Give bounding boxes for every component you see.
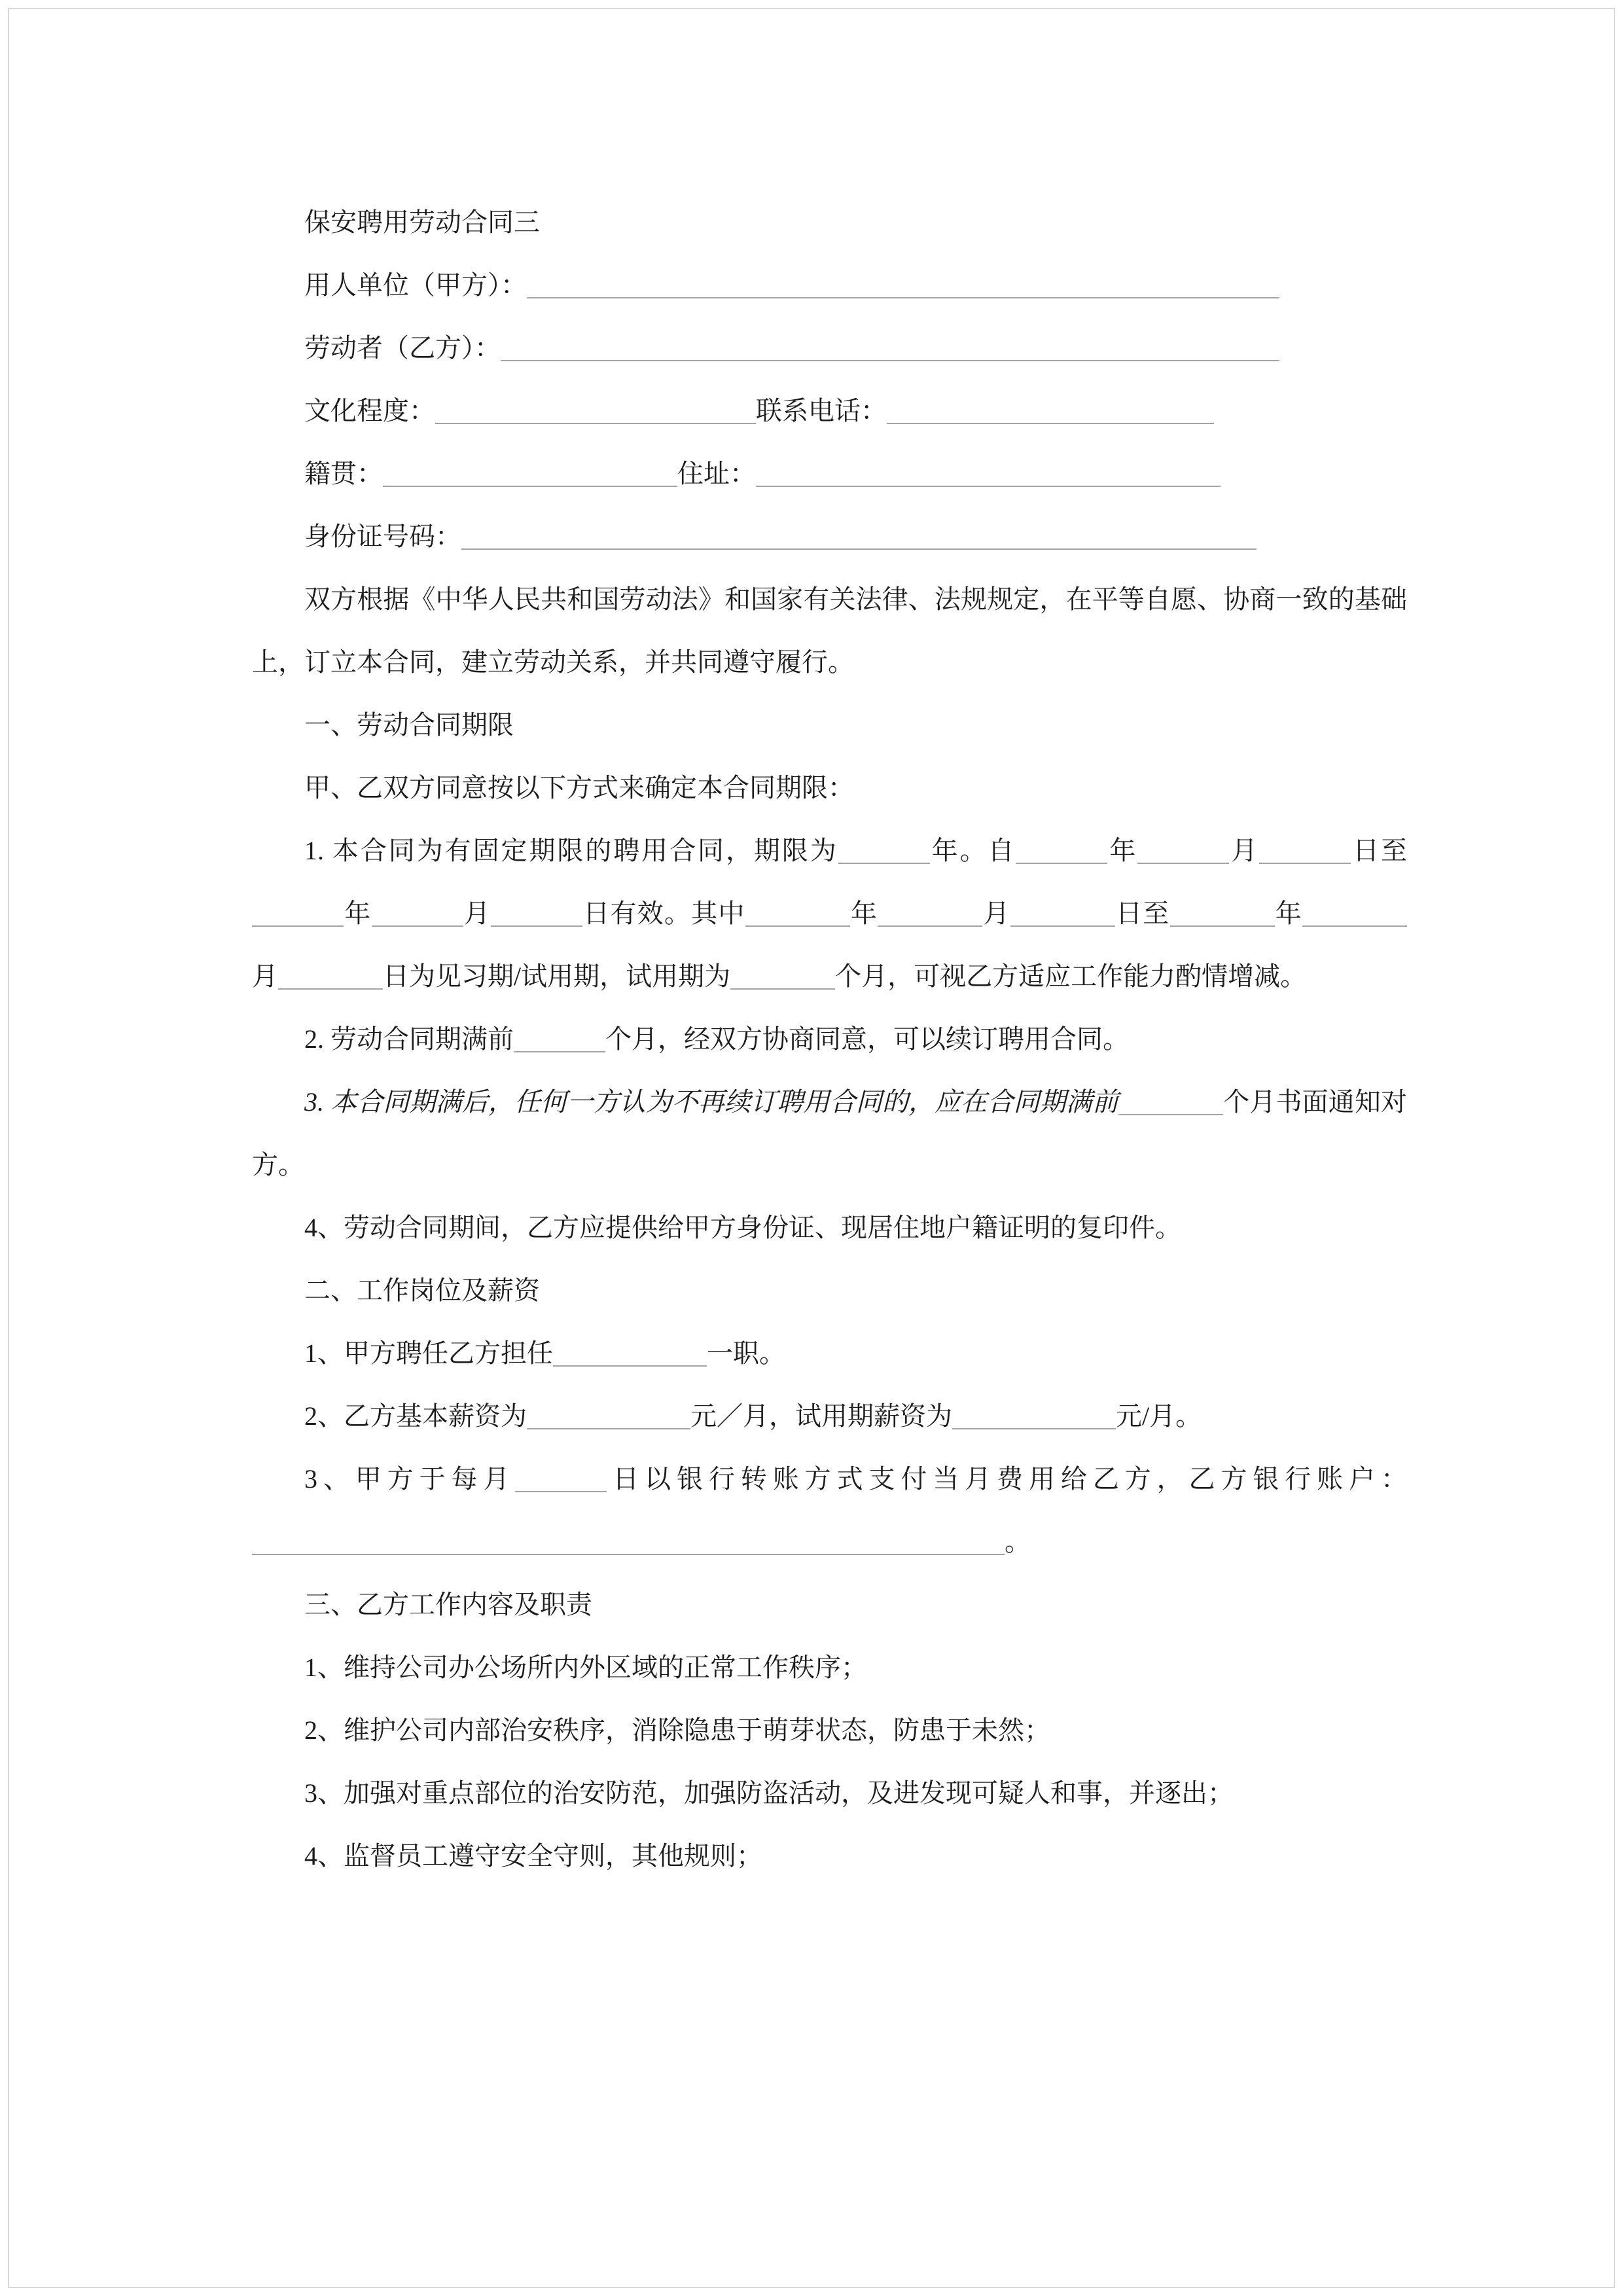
text-run: 元／月，试用期薪资为 — [690, 1401, 952, 1431]
blank-field — [514, 1026, 605, 1052]
clause-3-3 — [252, 1762, 1407, 1825]
clause-2-2 — [252, 1385, 1407, 1448]
text-run: 1、甲方聘任乙方担任 — [304, 1338, 553, 1368]
text-run: 年 — [344, 899, 372, 928]
blank-field — [1170, 901, 1275, 927]
field-employee-line — [252, 317, 1407, 380]
clause-3-4 — [252, 1825, 1407, 1888]
text-run: 3、甲方于每月 — [304, 1464, 516, 1494]
text-run: 1. 本合同为有固定期限的聘用合同，期限为 — [304, 836, 838, 865]
document-body — [252, 254, 1407, 1888]
clause-1-4 — [252, 1196, 1407, 1259]
text-run: 用人单位（甲方）： — [304, 270, 527, 300]
text-run: 二、工作岗位及薪资 — [304, 1276, 540, 1305]
blank-field — [383, 461, 677, 487]
blank-field — [1137, 838, 1229, 864]
section-1-heading — [252, 694, 1407, 757]
blank-field — [1010, 901, 1115, 927]
text-run: 一职。 — [707, 1338, 785, 1368]
blank-field — [730, 963, 835, 990]
text-run: 1、维持公司办公场所内外区域的正常工作秩序； — [304, 1653, 867, 1682]
text-run: 甲、乙双方同意按以下方式来确定本合同期限： — [304, 773, 854, 802]
document-title: 保安聘用劳动合同三 — [304, 207, 540, 237]
blank-field — [553, 1340, 707, 1367]
clause-1-intro — [252, 757, 1407, 819]
blank-field — [1302, 901, 1407, 927]
text-run: 年 — [849, 899, 878, 928]
text-run: 联系电话： — [756, 396, 887, 425]
text-run: 年。自 — [929, 836, 1016, 865]
text-run: 身份证号码： — [304, 522, 461, 551]
blank-field — [252, 901, 344, 927]
field-employer-line — [252, 254, 1407, 317]
text-run: 4、劳动合同期间，乙方应提供给甲方身份证、现居住地户籍证明的复印件。 — [304, 1213, 1181, 1242]
blank-field — [461, 524, 1257, 550]
blank-field — [1259, 838, 1351, 864]
text-run: 个月，经双方协商同意，可以续订聘用合同。 — [605, 1024, 1129, 1054]
clause-1-2 — [252, 1008, 1407, 1071]
blank-field — [372, 901, 463, 927]
text-run: 日有效。其中 — [582, 899, 745, 928]
text-run: 2. 劳动合同期满前 — [304, 1024, 514, 1054]
text-run: 月 — [463, 899, 491, 928]
text-run: 日以银行转账方式支付当月费用给乙方，乙方银行账户： — [607, 1464, 1407, 1494]
field-origin-address-line — [252, 442, 1407, 505]
blank-field — [952, 1403, 1116, 1429]
text-run: 一、劳动合同期限 — [304, 710, 514, 740]
blank-field — [252, 1529, 1005, 1555]
text-run: 2、乙方基本薪资为 — [304, 1401, 527, 1431]
preamble — [252, 568, 1407, 694]
blank-field — [878, 901, 982, 927]
clause-2-3 — [252, 1448, 1407, 1573]
text-run: 元/月。 — [1116, 1401, 1202, 1431]
text-run: 双方根据《中华人民共和国劳动法》和国家有关法律、法规规定，在平等自愿、协商一致的基础上，订立本合同，建立劳动关系，并共同遵守履行。 — [252, 584, 1407, 677]
text-run: 月 — [1229, 836, 1260, 865]
blank-field — [501, 335, 1279, 361]
text-run: 3、加强对重点部位的治安防范，加强防盗活动，及进发现可疑人和事，并逐出； — [304, 1778, 1234, 1808]
blank-field — [756, 461, 1221, 487]
text-run: 月 — [982, 899, 1010, 928]
blank-field — [435, 398, 756, 424]
text-run: 日至 — [1115, 899, 1170, 928]
section-3-heading — [252, 1573, 1407, 1636]
text-run: 年 — [1107, 836, 1138, 865]
blank-field — [491, 901, 582, 927]
contract-document — [252, 191, 1407, 1888]
clause-1-3 — [252, 1071, 1407, 1196]
text-run: 。 — [1005, 1527, 1031, 1556]
text-run: 住址： — [677, 459, 756, 488]
blank-field — [527, 272, 1279, 298]
text-run: 个月，可视乙方适应工作能力酌情增减。 — [835, 961, 1307, 991]
text-run: 文化程度： — [304, 396, 435, 425]
clause-2-1 — [252, 1322, 1407, 1385]
field-education-phone-line — [252, 380, 1407, 442]
text-run: 月 — [252, 961, 278, 991]
blank-field — [515, 1466, 607, 1492]
blank-field — [527, 1403, 690, 1429]
blank-field — [1016, 838, 1107, 864]
section-2-heading — [252, 1259, 1407, 1322]
text-run: 2、维护公司内部治安秩序，消除隐患于萌芽状态，防患于未然； — [304, 1715, 1050, 1745]
text-run: 年 — [1274, 899, 1302, 928]
clause-1-1 — [252, 819, 1407, 1008]
clause-3-2 — [252, 1699, 1407, 1762]
text-run: 日为见习期/试用期，试用期为 — [383, 961, 731, 991]
blank-field — [1118, 1089, 1223, 1115]
blank-field — [278, 963, 383, 990]
text-run: 3. 本合同期满后，任何一方认为不再续订聘用合同的，应在合同期满前 — [304, 1087, 1119, 1117]
text-run: 个月书面通知对方。 — [252, 1087, 1407, 1179]
blank-field — [745, 901, 850, 927]
blank-field — [887, 398, 1214, 424]
blank-field — [838, 838, 930, 864]
text-run: 籍贯： — [304, 459, 383, 488]
text-run: 4、监督员工遵守安全守则，其他规则； — [304, 1841, 762, 1871]
field-id-number-line — [252, 505, 1407, 568]
clause-3-1 — [252, 1636, 1407, 1699]
text-run: 日至 — [1351, 836, 1408, 865]
text-run: 三、乙方工作内容及职责 — [304, 1590, 592, 1619]
text-run: 劳动者（乙方）： — [304, 333, 501, 363]
